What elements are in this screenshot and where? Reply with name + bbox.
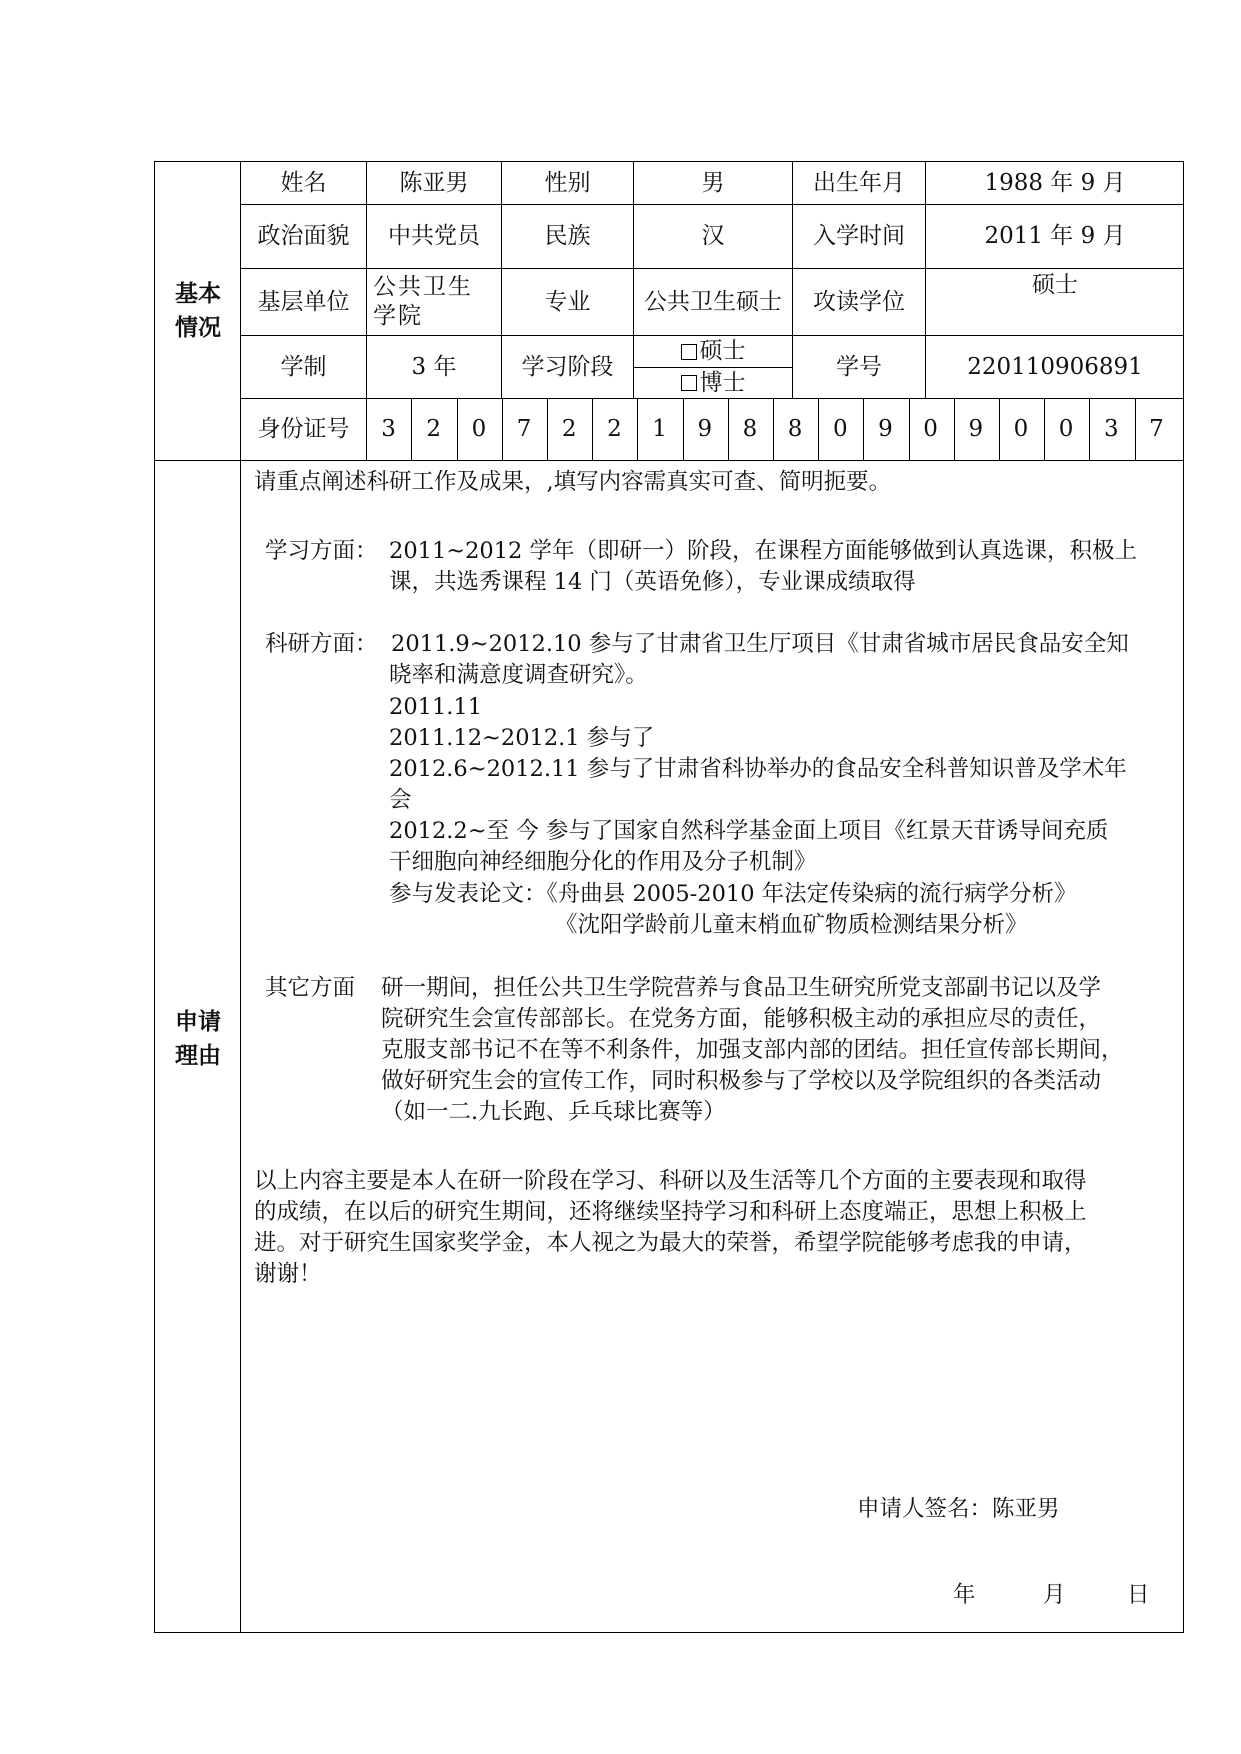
summary-line: 进。对于研究生国家奖学金，本人视之为最大的荣誉，希望学院能够考虑我的申请， <box>254 1230 1087 1256</box>
signature-block <box>857 1494 1060 1524</box>
id-card-digit: 3 <box>381 416 396 443</box>
id-card-digit: 7 <box>516 416 532 443</box>
id-card-digit: 7 <box>1149 416 1164 443</box>
research-paper: 《沈阳学龄前儿童末梢血矿物质检测结果分析》 <box>555 912 1028 938</box>
duration-value: 3 年 <box>411 353 457 380</box>
major-label: 专业 <box>544 288 591 315</box>
section-label-reason <box>155 1005 241 1073</box>
name-label: 姓名 <box>280 169 327 196</box>
signature-name: 陈亚男 <box>992 1496 1060 1522</box>
id-card-digit: 9 <box>878 416 893 443</box>
birth-label: 出生年月 <box>813 169 905 196</box>
research-line: 会 <box>389 787 412 813</box>
id-card-digit: 0 <box>471 416 487 443</box>
enroll-label: 入学时间 <box>813 223 905 250</box>
other-line: （如一二.九长跑、乒乓球比赛等） <box>381 1099 726 1125</box>
research-line: 2011.12~2012.1 参与了 <box>389 725 655 751</box>
research-line: 晓率和满意度调查研究》。 <box>389 662 648 688</box>
checkbox-icon[interactable] <box>681 344 697 360</box>
id-card-digit: 9 <box>697 416 713 443</box>
student-id-value: 220110906891 <box>967 353 1143 380</box>
id-card-digit: 2 <box>561 416 577 443</box>
other-line: 做好研究生会的宣传工作，同时积极参与了学校以及学院组织的各类活动 <box>381 1068 1102 1094</box>
id-card-digit: 2 <box>426 416 442 443</box>
signature-label: 申请人签名： <box>857 1496 993 1522</box>
summary-line: 以上内容主要是本人在研一阶段在学习、科研以及生活等几个方面的主要表现和取得 <box>254 1168 1087 1194</box>
section-label-line: 申请 <box>175 1009 221 1035</box>
id-card-digit: 8 <box>787 416 803 443</box>
ethnicity-label: 民族 <box>544 223 591 250</box>
research-line: 2011.11 <box>389 694 483 720</box>
date-day: 日 <box>1127 1582 1150 1608</box>
checkbox-icon[interactable] <box>681 375 697 391</box>
id-card-digit: 0 <box>1058 416 1074 443</box>
stage-option-label: 博士 <box>699 369 746 396</box>
name-value: 陈亚男 <box>399 169 469 196</box>
id-card-digit: 1 <box>652 416 667 443</box>
date-year: 年 <box>953 1582 976 1608</box>
stage-option-doctor[interactable] <box>634 368 792 398</box>
political-label: 政治面貌 <box>257 223 350 250</box>
other-line: 院研究生会宣传部部长。在党务方面，能够积极主动的承担应尽的责任， <box>381 1006 1102 1032</box>
enroll-value: 2011 年 9 月 <box>984 223 1126 250</box>
id-card-digit: 0 <box>1013 416 1029 443</box>
degree-label: 攻读学位 <box>813 288 905 315</box>
id-card-digit: 2 <box>607 416 622 443</box>
research-line: 干细胞向神经细胞分化的作用及分子机制》 <box>389 849 817 875</box>
stage-label: 学习阶段 <box>521 353 614 380</box>
section-label-basic <box>155 277 241 345</box>
study-label: 学习方面： <box>265 538 378 564</box>
research-line: 参与发表论文：《舟曲县 2005-2010 年法定传染病的流行病学分析》 <box>389 881 1077 907</box>
gender-value: 男 <box>701 169 725 196</box>
id-card-digit: 8 <box>742 416 758 443</box>
section-label-line: 基本 <box>175 281 221 307</box>
study-line: 2011~2012 学年（即研一）阶段，在课程方面能够做到认真选课，积极上 <box>389 538 1138 564</box>
id-card-label: 身份证号 <box>257 416 350 443</box>
research-label: 科研方面： <box>265 631 378 657</box>
section-label-line: 理由 <box>175 1043 221 1069</box>
research-line: 2011.9~2012.10 参与了甘肃省卫生厅项目《甘肃省城市居民食品安全知 <box>391 631 1129 657</box>
unit-value: 公共卫生学院 <box>373 274 473 329</box>
id-card-digit: 3 <box>1103 416 1119 443</box>
political-value: 中共党员 <box>388 223 480 250</box>
study-line: 课，共选秀课程 14 门（英语免修），专业课成绩取得 <box>389 569 916 595</box>
section-separator <box>155 460 1184 461</box>
gender-label: 性别 <box>544 169 591 196</box>
section-label-line: 情况 <box>175 315 221 341</box>
other-line: 克服支部书记不在等不利条件，加强支部内部的团结。担任宣传部长期间， <box>381 1037 1124 1063</box>
other-line: 研一期间，担任公共卫生学院营养与食品卫生研究所党支部副书记以及学 <box>381 975 1102 1001</box>
other-label: 其它方面 <box>265 975 356 1001</box>
degree-value: 硕士 <box>1032 271 1078 298</box>
research-line: 2012.2~至 今 参与了国家自然科学基金面上项目《红景天苷诱导间充质 <box>389 818 1109 844</box>
instruction-text: 请重点阐述科研工作及成果，,填写内容需真实可查、简明扼要。 <box>254 469 892 495</box>
ethnicity-value: 汉 <box>701 223 725 250</box>
application-form <box>154 161 1184 1633</box>
summary-line: 的成绩，在以后的研究生期间，还将继续坚持学习和科研上态度端正，思想上积极上 <box>254 1199 1087 1225</box>
date-month: 月 <box>1043 1582 1066 1608</box>
unit-label: 基层单位 <box>257 288 350 315</box>
stage-option-label: 硕士 <box>699 338 746 365</box>
duration-label: 学制 <box>280 353 327 380</box>
student-id-label: 学号 <box>836 353 882 380</box>
id-card-digit: 9 <box>968 416 984 443</box>
id-card-digit: 0 <box>923 416 938 443</box>
summary-line: 谢谢！ <box>254 1261 322 1287</box>
research-line: 2012.6~2012.11 参与了甘肃省科协举办的食品安全科普知识普及学术年 <box>389 756 1127 782</box>
stage-option-master[interactable] <box>634 336 792 367</box>
birth-value: 1988 年 9 月 <box>984 169 1126 196</box>
id-card-digit: 0 <box>832 416 848 443</box>
major-value: 公共卫生硕士 <box>644 288 782 315</box>
